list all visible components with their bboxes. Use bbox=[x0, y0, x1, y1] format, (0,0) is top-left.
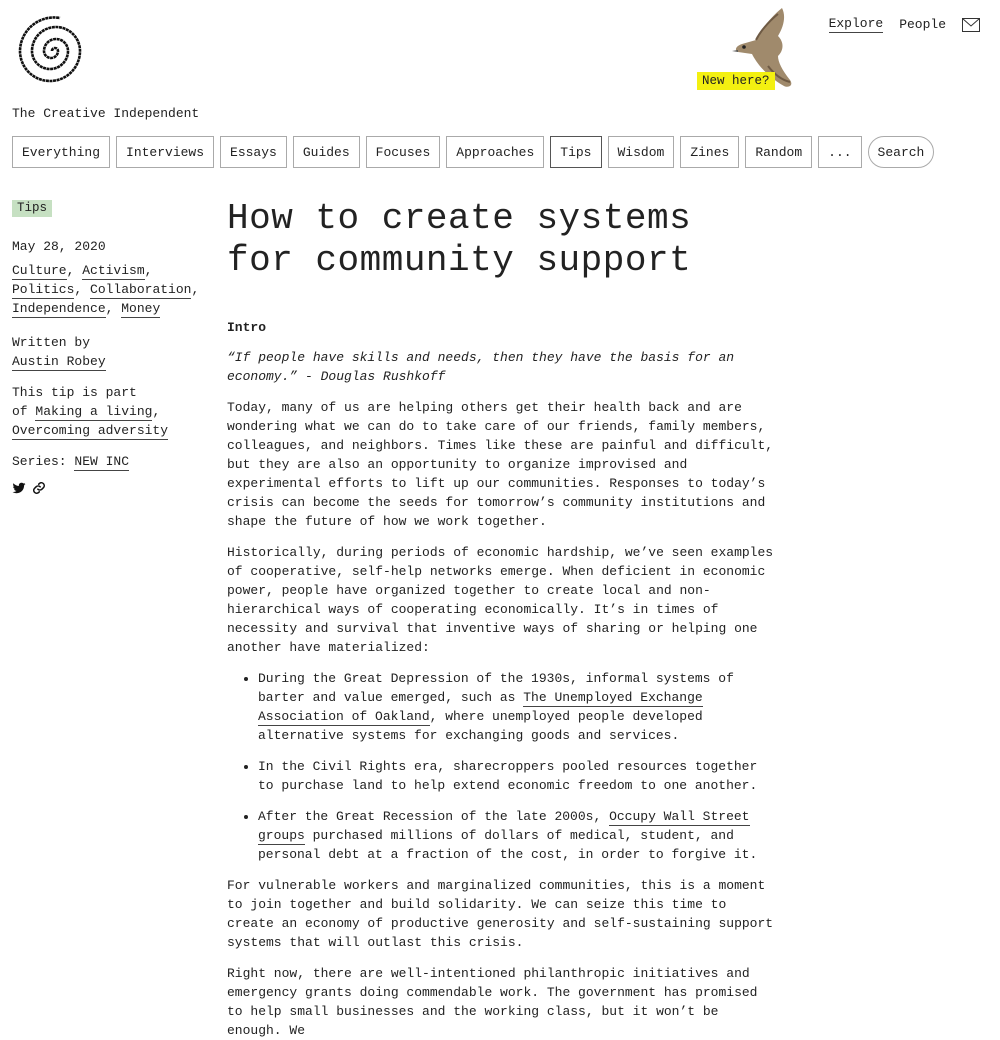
list-item bbox=[258, 669, 777, 745]
series-link[interactable]: NEW INC bbox=[74, 454, 130, 469]
top-nav bbox=[829, 16, 980, 33]
tab-everything[interactable]: Everything bbox=[12, 136, 110, 168]
tag-link[interactable]: Activism bbox=[82, 263, 145, 278]
tab-more[interactable]: ... bbox=[818, 136, 861, 168]
intro-quote: “If people have skills and needs, then they have the basis for an economy.” - Douglas Rushkoff bbox=[227, 350, 735, 384]
list-item: • In the Civil Rights era, sharecroppers pooled resources together to purchase land to help extend economic freedom to one another. bbox=[258, 757, 777, 795]
unemployed-exchange-link[interactable]: The Unemployed Exchange Association of Oakland bbox=[258, 690, 703, 724]
publish-date: May 28, 2020 bbox=[12, 239, 106, 254]
tab-wisdom[interactable]: Wisdom bbox=[608, 136, 675, 168]
paragraph: Today, many of us are helping others get their health back and are wondering what we can do to take care of our friends, family members, colleagues, and neighbors. Times like these are painful and difficult, but they are also an opportunity to organize improvised and experimental efforts to lift up our communities. Responses to today’s crisis can become the seeds for tomorrow’s community institutions and shape the future of how we work together. bbox=[227, 400, 774, 529]
nav-explore-link[interactable]: Explore bbox=[828, 16, 884, 31]
series-block bbox=[12, 452, 212, 471]
part-of-label: This tip is part bbox=[12, 385, 137, 400]
list-item-text: After the Great Recession of the late 2000s, bbox=[258, 809, 610, 824]
tab-random[interactable]: Random bbox=[745, 136, 812, 168]
site-name[interactable]: The Creative Independent bbox=[12, 106, 200, 121]
share-icons bbox=[12, 481, 212, 495]
nav-people-link[interactable]: People bbox=[899, 17, 946, 32]
author-block bbox=[12, 333, 212, 371]
list-item bbox=[258, 807, 777, 864]
title-line: for community support bbox=[227, 240, 692, 281]
article-body bbox=[227, 198, 777, 1040]
article-title bbox=[227, 198, 777, 282]
part-of-block: This tip is part of Making a living, Overcoming adversity bbox=[12, 383, 212, 440]
mail-icon[interactable] bbox=[962, 18, 980, 32]
twitter-icon[interactable] bbox=[12, 481, 26, 495]
paragraph: Historically, during periods of economic hardship, we’ve seen examples of cooperative, self-help networks emerge. When deficient in economic power, people have organized together to create local and non-hierarchical ways of cooperating economically. It’s in times of necessity and survival that inventive ways of sharing or helping one another have materialized: bbox=[227, 545, 774, 655]
paragraph: For vulnerable workers and marginalized communities, this is a moment to join together and build solidarity. We can seize this time to create an economy of productive generosity and self-sustaining support systems that will outlast this crisis. bbox=[227, 878, 774, 950]
author-link[interactable]: Austin Robey bbox=[12, 354, 106, 369]
list-item-text: purchased millions of dollars of medical, student, and personal debt at a fraction of the cost, in order to forgive it. bbox=[258, 828, 758, 862]
search-button[interactable]: Search bbox=[868, 136, 935, 168]
paragraph: Right now, there are well-intentioned philanthropic initiatives and emergency grants doing commendable work. The government has promised to help small businesses and the working class, but it won’t be enough. We bbox=[227, 966, 758, 1038]
category-badge[interactable]: Tips bbox=[12, 200, 52, 217]
tab-focuses[interactable]: Focuses bbox=[366, 136, 441, 168]
examples-list bbox=[227, 669, 777, 864]
title-line: How to create systems bbox=[227, 198, 692, 239]
part-of-label-of: of bbox=[12, 404, 28, 419]
tag-list: Culture, Activism, Politics, Collaboration, Independence, Money bbox=[12, 263, 200, 316]
spiral-logo-icon[interactable] bbox=[10, 10, 100, 92]
tab-guides[interactable]: Guides bbox=[293, 136, 360, 168]
new-here-badge[interactable]: New here? bbox=[697, 72, 775, 90]
written-by-label: Written by bbox=[12, 335, 91, 350]
occupy-wall-street-link[interactable]: Occupy Wall Street groups bbox=[258, 809, 750, 843]
collection-link[interactable]: Making a living bbox=[35, 404, 153, 419]
series-label: Series: bbox=[12, 454, 67, 469]
collection-link[interactable]: Overcoming adversity bbox=[12, 423, 169, 438]
list-item-text: During the Great Depression of the 1930s, informal systems of barter and value emerged, such as bbox=[258, 671, 734, 705]
tab-approaches[interactable]: Approaches bbox=[446, 136, 544, 168]
article-sidebar bbox=[12, 198, 212, 495]
list-item-text: , where unemployed people developed alternative systems for exchanging goods and services. bbox=[258, 709, 703, 743]
category-tabs bbox=[12, 136, 934, 168]
tab-essays[interactable]: Essays bbox=[220, 136, 287, 168]
tab-tips[interactable]: Tips bbox=[550, 136, 601, 168]
intro-heading: Intro bbox=[227, 320, 267, 335]
link-icon[interactable] bbox=[32, 481, 46, 495]
tag-link[interactable]: Collaboration bbox=[90, 282, 192, 297]
tag-link[interactable]: Politics bbox=[12, 282, 75, 297]
tab-interviews[interactable]: Interviews bbox=[116, 136, 214, 168]
tag-link[interactable]: Independence bbox=[12, 301, 106, 316]
tag-link[interactable]: Culture bbox=[12, 263, 67, 278]
tag-link[interactable]: Money bbox=[121, 301, 161, 316]
tab-zines[interactable]: Zines bbox=[680, 136, 739, 168]
